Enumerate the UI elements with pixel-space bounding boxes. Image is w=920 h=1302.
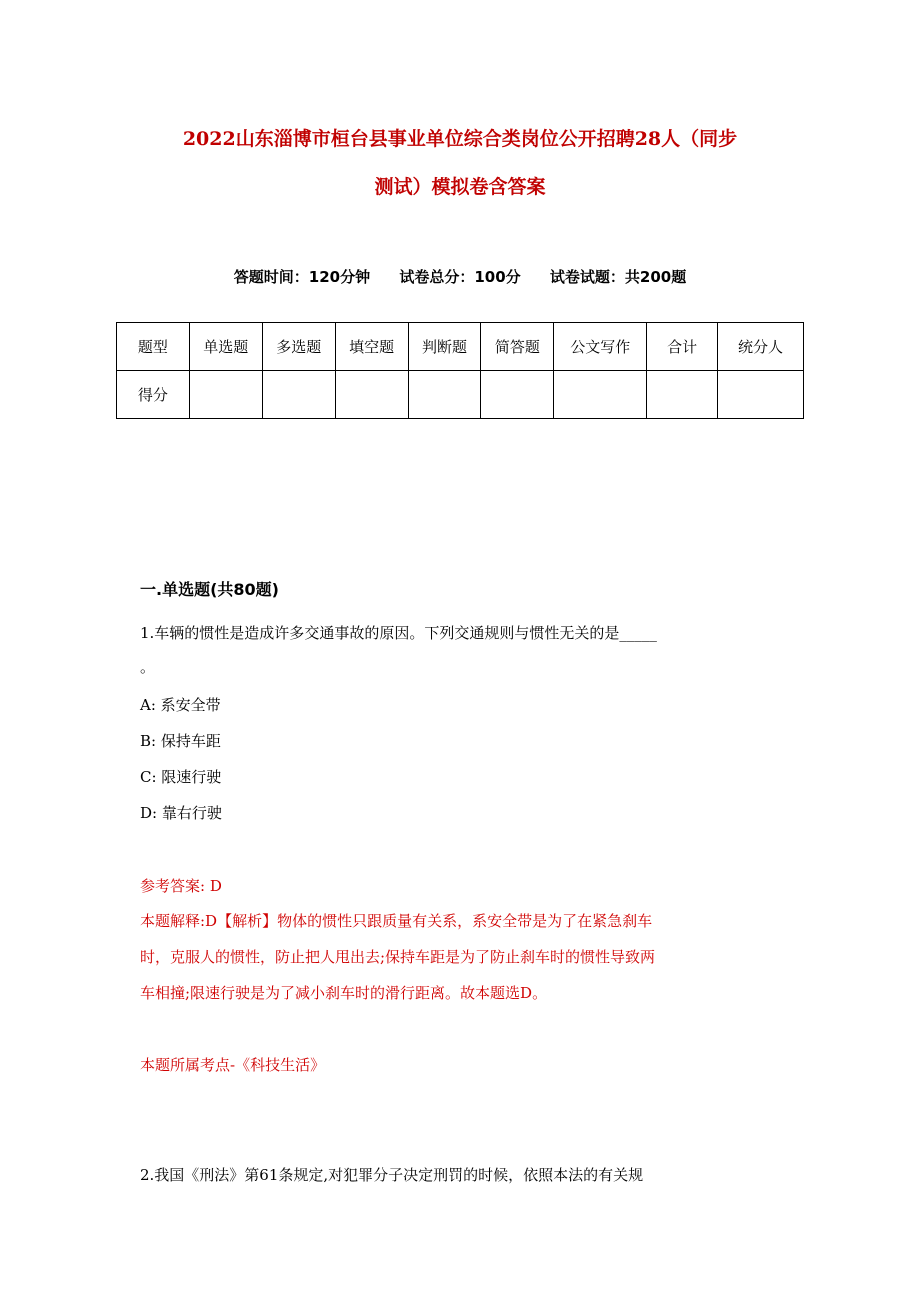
document-title-line-1: 2022山东淄博市桓台县事业单位综合类岗位公开招聘28人（同步: [182, 128, 738, 150]
score-cell: [262, 371, 335, 419]
header-cell: 题型: [117, 323, 190, 371]
header-cell: 判断题: [408, 323, 481, 371]
header-cell: 多选题: [262, 323, 335, 371]
explanation-line-2: 时，克服人的惯性，防止把人甩出去;保持车距是为了防止刹车时的惯性导致两: [140, 948, 656, 966]
score-cell: [554, 371, 647, 419]
answer: 参考答案: D: [140, 877, 222, 895]
option-b: B: 保持车距: [140, 732, 221, 750]
header-cell: 合计: [647, 323, 718, 371]
row-label: 得分: [117, 371, 190, 419]
section-heading: 一.单选题(共80题): [140, 580, 279, 599]
score-cell: [481, 371, 554, 419]
score-table: [116, 322, 804, 419]
option-d: D: 靠右行驶: [140, 804, 222, 822]
score-table-header-row: [117, 323, 804, 371]
score-table-score-row: [117, 371, 804, 419]
document-title-line-2: 测试）模拟卷含答案: [374, 176, 546, 198]
exam-total-score: 试卷总分：100分: [399, 268, 521, 286]
exam-time: 答题时间：120分钟: [233, 268, 371, 286]
exam-meta: [0, 266, 920, 287]
header-cell: 统分人: [718, 323, 804, 371]
score-cell: [408, 371, 481, 419]
header-cell: 简答题: [481, 323, 554, 371]
option-a: A: 系安全带: [140, 696, 221, 714]
topic: 本题所属考点-《科技生活》: [140, 1056, 326, 1074]
score-cell: [647, 371, 718, 419]
score-cell: [335, 371, 408, 419]
explanation-line-3: 车相撞;限速行驶是为了减小刹车时的滑行距离。故本题选D。: [140, 984, 548, 1002]
question-1-text-cont: 。: [140, 658, 156, 676]
explanation-line-1: 本题解释:D【解析】物体的惯性只跟质量有关系，系安全带是为了在紧急刹车: [140, 912, 653, 930]
exam-question-count: 试卷试题：共200题: [549, 268, 687, 286]
header-cell: 公文写作: [554, 323, 647, 371]
question-2-text: 2.我国《刑法》第61条规定,对犯罪分子决定刑罚的时候，依照本法的有关规: [140, 1166, 644, 1184]
score-cell: [189, 371, 262, 419]
question-1-text: 1.车辆的惯性是造成许多交通事故的原因。下列交通规则与惯性无关的是_____: [140, 624, 657, 642]
option-c: C: 限速行驶: [140, 768, 222, 786]
score-cell: [718, 371, 804, 419]
header-cell: 填空题: [335, 323, 408, 371]
header-cell: 单选题: [189, 323, 262, 371]
